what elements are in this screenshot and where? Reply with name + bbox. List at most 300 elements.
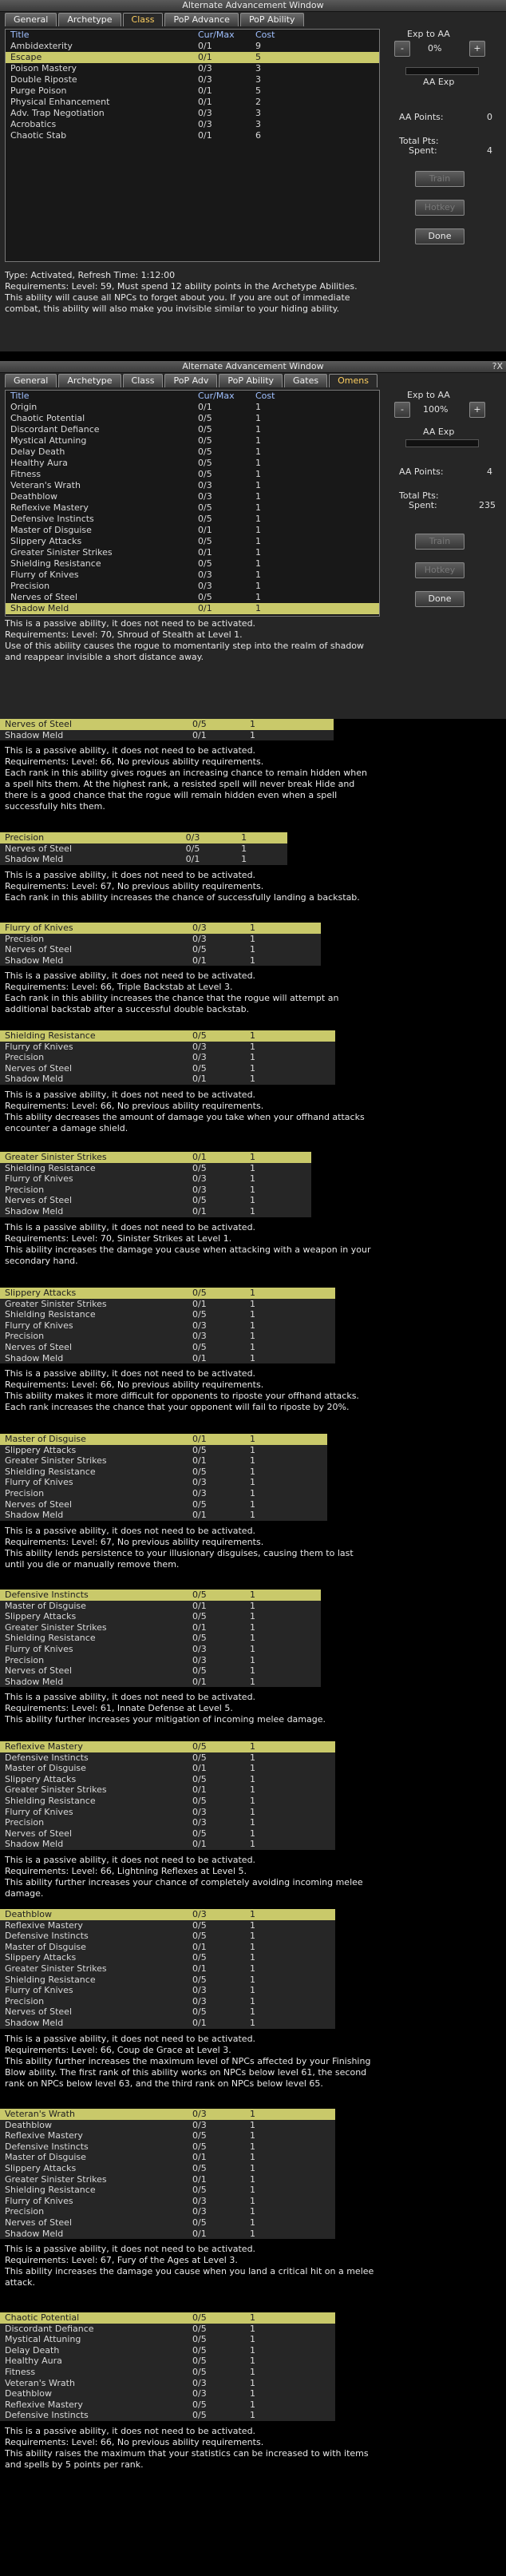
list-row[interactable]	[0, 2388, 335, 2399]
list-row[interactable]	[0, 2141, 335, 2153]
list-row[interactable]	[0, 2367, 335, 2378]
snippet-list-11[interactable]	[0, 2109, 335, 2239]
ability-title: Greater Sinister Strikes	[5, 1298, 107, 1309]
list-row[interactable]	[0, 1963, 335, 1975]
ability-cur-max: 0/3	[192, 1985, 207, 1996]
list-row[interactable]	[0, 730, 334, 741]
description-line: This ability makes it more difficult for opponents to riposte your offhand attacks.	[5, 1391, 359, 1402]
description-line: This ability further increases the maximum level of NPCs affected by your Finishing	[5, 2055, 371, 2066]
description-line: This is a passive ability, it does not need to be activated.	[5, 745, 256, 756]
list-row[interactable]	[0, 1741, 335, 1752]
ability-cost: 1	[250, 2109, 255, 2119]
tab-general[interactable]: General	[5, 13, 57, 26]
list-row[interactable]	[0, 2217, 335, 2229]
ability-title: Poison Mastery	[10, 63, 77, 73]
ability-cur-max: 0/5	[192, 1590, 207, 1600]
ability-cur-max: 0/5	[192, 2185, 207, 2196]
list-row[interactable]	[0, 1590, 321, 1601]
list-row[interactable]	[0, 832, 287, 843]
ability-cost: 1	[250, 1839, 255, 1850]
snippet-list-3[interactable]	[0, 923, 321, 966]
ability-cost: 1	[250, 1995, 255, 2006]
ability-cur-max: 0/3	[185, 832, 200, 843]
snippet-list-8[interactable]	[0, 1590, 321, 1687]
ability-cost: 1	[250, 1590, 255, 1600]
ability-title: Mystical Attuning	[5, 2334, 81, 2345]
header-cur-max[interactable]: Cur/Max	[198, 391, 235, 401]
list-row[interactable]	[0, 934, 321, 945]
ability-title: Escape	[10, 52, 42, 62]
ability-title: Shadow Meld	[5, 1676, 64, 1687]
list-row[interactable]	[6, 63, 379, 74]
list-row[interactable]	[0, 1985, 335, 1996]
ability-title: Shadow Meld	[5, 729, 64, 740]
list-row[interactable]	[0, 2206, 335, 2217]
list-row[interactable]	[0, 1434, 327, 1445]
list-row[interactable]	[0, 1353, 335, 1364]
list-row[interactable]	[0, 2399, 335, 2411]
description-line: This is a passive ability, it does not need to be activated.	[5, 1221, 256, 1232]
total-pts-label: Total Pts:	[399, 136, 439, 146]
ability-cur-max: 0/5	[192, 2366, 207, 2377]
list-row[interactable]	[0, 1185, 311, 1196]
list-row[interactable]	[0, 1655, 321, 1666]
list-row[interactable]	[6, 402, 379, 413]
ability-cur-max: 0/3	[198, 581, 212, 591]
ability-cost: 1	[250, 2130, 255, 2141]
ability-title: Chaotic Potential	[10, 413, 85, 423]
list-row[interactable]	[0, 2196, 335, 2207]
tab-pop-ability[interactable]: PoP Ability	[240, 13, 304, 26]
ability-title: Shadow Meld	[5, 2017, 64, 2028]
train-button[interactable]: Train	[415, 534, 464, 550]
ability-cur-max: 0/5	[192, 2323, 207, 2334]
ability-cur-max: 0/3	[192, 2195, 207, 2206]
list-row[interactable]	[0, 1195, 311, 1206]
ability-title: Defensive Instincts	[5, 1590, 89, 1600]
list-row[interactable]	[0, 1342, 335, 1353]
ability-cur-max: 0/3	[192, 1995, 207, 2006]
tab-pop-ability[interactable]: PoP Ability	[219, 374, 283, 387]
list-row[interactable]	[0, 1030, 335, 1042]
ability-cur-max: 0/1	[192, 729, 207, 740]
list-row[interactable]	[0, 2229, 335, 2240]
ability-title: Shadow Meld	[5, 1205, 64, 1217]
exp-increase-button[interactable]: +	[469, 402, 485, 418]
ability-cost: 1	[250, 2195, 255, 2206]
tab-archetype[interactable]: Archetype	[58, 374, 121, 387]
list-row[interactable]	[6, 502, 379, 514]
snippet-description-9	[0, 1855, 506, 1899]
list-row[interactable]	[0, 1611, 321, 1622]
snippet-list-10[interactable]	[0, 1909, 335, 2029]
ability-title: Slippery Attacks	[5, 1444, 77, 1455]
list-row[interactable]	[0, 2130, 335, 2141]
hotkey-button[interactable]: Hotkey	[415, 562, 464, 578]
list-row[interactable]	[0, 1510, 327, 1521]
snippet-description-1	[0, 745, 506, 812]
ability-cur-max: 0/3	[192, 1643, 207, 1654]
exp-decrease-button[interactable]: -	[394, 402, 410, 418]
list-row[interactable]	[6, 480, 379, 491]
ability-title: Healthy Aura	[5, 2356, 62, 2367]
ability-cur-max: 0/1	[185, 854, 200, 865]
ability-title: Delay Death	[10, 447, 65, 457]
ability-title: Precision	[5, 1817, 45, 1828]
description-line: Requirements: Level: 61, Innate Defense at Level 5.	[5, 1703, 233, 1714]
list-row[interactable]	[0, 2378, 335, 2389]
ability-cur-max: 0/5	[198, 469, 212, 479]
list-row[interactable]	[6, 74, 379, 85]
list-header	[6, 391, 379, 402]
train-button[interactable]: Train	[415, 171, 464, 187]
ability-cur-max: 0/1	[192, 2017, 207, 2028]
snippet-list-2[interactable]	[0, 832, 287, 865]
ability-cost: 1	[250, 1288, 255, 1298]
exp-increase-button[interactable]: +	[469, 41, 485, 57]
list-row[interactable]	[0, 2356, 335, 2367]
ability-title: Veteran's Wrath	[5, 2377, 75, 2388]
list-row[interactable]	[6, 41, 379, 52]
list-row[interactable]	[6, 85, 379, 97]
list-row[interactable]	[6, 525, 379, 536]
description-line: Each rank in this ability increases the chance that the rogue will attempt an	[5, 993, 339, 1004]
list-row[interactable]	[0, 1163, 311, 1174]
ability-cur-max: 0/5	[192, 1162, 207, 1173]
list-row[interactable]	[0, 944, 321, 955]
tab-pop-advance[interactable]: PoP Advance	[164, 13, 238, 26]
ability-title: Nerves of Steel	[10, 592, 78, 602]
snippet-list-7[interactable]	[0, 1434, 327, 1521]
list-row[interactable]	[6, 97, 379, 108]
ability-cost: 1	[241, 843, 247, 854]
snippet-list-12[interactable]	[0, 2312, 335, 2421]
list-row[interactable]	[0, 1807, 335, 1818]
window-1-ability-list[interactable]	[5, 29, 380, 262]
snippet-list-5[interactable]	[0, 1152, 311, 1217]
ability-cur-max: 0/5	[192, 1195, 207, 1206]
ability-cur-max: 0/1	[198, 41, 212, 51]
window-2-side-panel	[391, 390, 503, 510]
list-row[interactable]	[6, 413, 379, 424]
header-title[interactable]: Title	[10, 391, 30, 401]
list-row[interactable]	[0, 854, 287, 865]
list-row[interactable]	[6, 469, 379, 480]
list-row[interactable]	[0, 2410, 335, 2421]
ability-cur-max: 0/5	[192, 1498, 207, 1510]
aa-exp-label: AA Exp	[423, 427, 455, 437]
ability-cur-max: 0/5	[198, 536, 212, 546]
list-row[interactable]	[0, 1320, 335, 1332]
list-row[interactable]	[0, 1763, 335, 1774]
snippet-description-2	[0, 870, 506, 903]
list-row[interactable]	[0, 1952, 335, 1963]
ability-title: Nerves of Steel	[5, 1341, 73, 1352]
ability-cur-max: 0/5	[192, 2399, 207, 2410]
ability-title: Greater Sinister Strikes	[5, 2173, 107, 2185]
list-row[interactable]	[0, 1152, 311, 1163]
ability-title: Delay Death	[5, 2344, 60, 2356]
list-row[interactable]	[6, 536, 379, 547]
description-line: a spell hits them. At the highest rank, a resisted spell will never break Hide and	[5, 779, 355, 790]
list-row[interactable]	[0, 1931, 335, 1942]
tab-general[interactable]: General	[5, 374, 57, 387]
ability-cost: 1	[255, 514, 261, 524]
description-line: This ability further increases your chance of completely avoiding incoming melee	[5, 1877, 363, 1887]
ability-cost: 1	[250, 2356, 255, 2367]
ability-cost: 1	[250, 2344, 255, 2356]
ability-cur-max: 0/1	[192, 1839, 207, 1850]
description-line: Requirements: Level: 66, Lightning Reflexes at Level 5.	[5, 1866, 247, 1876]
ability-cost: 1	[250, 1784, 255, 1796]
ability-title: Deathblow	[5, 1909, 53, 1919]
list-header	[6, 30, 379, 41]
list-row[interactable]	[0, 923, 321, 934]
ability-title: Greater Sinister Strikes	[5, 1152, 107, 1162]
list-row[interactable]	[0, 1499, 327, 1510]
list-row[interactable]	[0, 1752, 335, 1764]
description-line: and spells by 5 points per rank.	[5, 2459, 144, 2470]
window-2-ability-list[interactable]	[5, 390, 380, 617]
description-line: This is a passive ability, it does not need to be activated.	[5, 2426, 256, 2436]
description-line: Each rank increases the chance that your opponent will fail to riposte by 20%.	[5, 1402, 350, 1413]
ability-cur-max: 0/3	[198, 119, 212, 129]
ability-cost: 1	[241, 832, 247, 843]
list-row[interactable]	[6, 592, 379, 603]
list-row[interactable]	[0, 1309, 335, 1320]
snippet-description-6	[0, 1368, 506, 1413]
exp-decrease-button[interactable]: -	[394, 41, 410, 57]
header-title[interactable]: Title	[10, 30, 30, 40]
ability-cost: 1	[250, 1600, 255, 1611]
list-row[interactable]	[0, 2018, 335, 2029]
list-row[interactable]	[0, 1633, 321, 1644]
list-row[interactable]	[6, 435, 379, 447]
ability-cur-max: 0/3	[192, 2109, 207, 2119]
ability-title: Master of Disguise	[5, 2152, 86, 2163]
ability-cur-max: 0/1	[198, 97, 212, 107]
ability-cur-max: 0/1	[192, 1352, 207, 1363]
description-line: This is a passive ability, it does not need to be activated.	[5, 1525, 256, 1536]
hotkey-button[interactable]: Hotkey	[415, 200, 464, 216]
ability-title: Flurry of Knives	[5, 1477, 73, 1488]
list-row[interactable]	[0, 2324, 335, 2335]
ability-cur-max: 0/3	[192, 1041, 207, 1052]
tab-archetype[interactable]: Archetype	[58, 13, 121, 26]
list-row[interactable]	[0, 1042, 335, 1053]
snippet-list-6[interactable]	[0, 1288, 335, 1363]
ability-cur-max: 0/5	[192, 2162, 207, 2173]
list-row[interactable]	[0, 1173, 311, 1185]
list-row[interactable]	[0, 955, 321, 966]
ability-cost: 1	[255, 435, 261, 446]
window-2-tabs	[5, 374, 378, 388]
list-row[interactable]	[0, 2152, 335, 2163]
list-row[interactable]	[6, 547, 379, 558]
ability-cur-max: 0/5	[192, 1466, 207, 1477]
list-row[interactable]	[0, 1477, 327, 1488]
close-icon[interactable]: ?X	[492, 361, 503, 371]
ability-cur-max: 0/5	[192, 2344, 207, 2356]
list-row[interactable]	[0, 1644, 321, 1655]
list-row[interactable]	[0, 2120, 335, 2131]
list-row[interactable]	[0, 1774, 335, 1785]
ability-cur-max: 0/3	[192, 1184, 207, 1195]
list-row[interactable]	[0, 1331, 335, 1342]
list-row[interactable]	[0, 1784, 335, 1796]
list-row[interactable]	[0, 1942, 335, 1953]
list-row[interactable]	[6, 491, 379, 502]
ability-title: Shielding Resistance	[5, 1795, 96, 1806]
list-row[interactable]	[6, 603, 379, 614]
list-row[interactable]	[6, 119, 379, 130]
header-cur-max[interactable]: Cur/Max	[198, 30, 235, 40]
tab-class[interactable]: Class	[123, 374, 164, 387]
list-row[interactable]	[6, 424, 379, 435]
ability-cost: 1	[250, 1162, 255, 1173]
window-2-title: Alternate Advancement Window	[182, 361, 324, 371]
ability-title: Shadow Meld	[10, 603, 69, 613]
list-row[interactable]	[0, 2163, 335, 2174]
ability-cost: 1	[250, 1919, 255, 1931]
ability-title: Reflexive Mastery	[5, 1741, 83, 1752]
ability-cost: 3	[255, 108, 261, 118]
ability-cur-max: 0/1	[198, 130, 212, 141]
list-row[interactable]	[6, 570, 379, 581]
list-row[interactable]	[0, 1975, 335, 1986]
list-row[interactable]	[0, 2345, 335, 2356]
ability-title: Reflexive Mastery	[10, 502, 89, 513]
list-row[interactable]	[6, 581, 379, 592]
list-row[interactable]	[6, 458, 379, 469]
tab-gates[interactable]: Gates	[284, 374, 327, 387]
ability-cost: 5	[255, 85, 261, 96]
list-row[interactable]	[0, 1920, 335, 1931]
list-row[interactable]	[0, 1677, 321, 1688]
list-row[interactable]	[0, 1839, 335, 1850]
list-row[interactable]	[0, 719, 334, 730]
list-row[interactable]	[0, 2174, 335, 2185]
snippet-list-1[interactable]	[0, 719, 334, 740]
list-row[interactable]	[0, 1796, 335, 1807]
ability-cost: 1	[255, 592, 261, 602]
ability-title: Shadow Meld	[5, 1839, 64, 1850]
exp-to-aa-label: Exp to AA	[407, 390, 450, 400]
list-row[interactable]	[0, 1063, 335, 1074]
ability-cost: 6	[255, 130, 261, 141]
ability-cost: 1	[255, 447, 261, 457]
list-row[interactable]	[0, 2312, 335, 2324]
ability-title: Master of Disguise	[5, 1763, 86, 1774]
tab-pop-adv[interactable]: PoP Adv	[164, 374, 217, 387]
done-button[interactable]: Done	[415, 591, 464, 607]
ability-title: Discordant Defiance	[10, 424, 100, 435]
description-line: damage.	[5, 1888, 44, 1899]
ability-cost: 1	[250, 2334, 255, 2345]
ability-cost: 1	[250, 1487, 255, 1498]
snippet-list-4[interactable]	[0, 1030, 335, 1085]
list-row[interactable]	[6, 514, 379, 525]
ability-cost: 1	[255, 458, 261, 468]
list-row[interactable]	[0, 1288, 335, 1299]
ability-title: Shielding Resistance	[5, 1309, 96, 1320]
list-row[interactable]	[0, 843, 287, 855]
ability-cost: 1	[250, 1434, 255, 1444]
ability-cur-max: 0/3	[192, 2206, 207, 2217]
list-row[interactable]	[6, 447, 379, 458]
list-row[interactable]	[0, 1601, 321, 1612]
description-line: Requirements: Level: 70, Shroud of Stealth at Level 1.	[5, 629, 243, 640]
list-row[interactable]	[0, 1074, 335, 1085]
ability-title: Precision	[5, 1184, 45, 1195]
ability-cost: 1	[250, 1931, 255, 1942]
aa-points-value: 4	[487, 466, 492, 477]
list-row[interactable]	[0, 2006, 335, 2018]
ability-title: Precision	[5, 1995, 45, 2006]
description-line: This is a passive ability, it does not need to be activated.	[5, 1692, 256, 1703]
snippet-description-4	[0, 1090, 506, 1134]
list-row[interactable]	[0, 1665, 321, 1677]
list-row[interactable]	[0, 2334, 335, 2345]
ability-title: Precision	[10, 581, 50, 591]
ability-cur-max: 0/3	[198, 108, 212, 118]
tab-omens[interactable]: Omens	[329, 374, 378, 387]
ability-cost: 1	[250, 1477, 255, 1488]
list-row[interactable]	[6, 52, 379, 63]
list-row[interactable]	[0, 2109, 335, 2120]
list-row[interactable]	[0, 1817, 335, 1828]
list-row[interactable]	[0, 1909, 335, 1920]
ability-title: Shielding Resistance	[5, 2185, 96, 2196]
ability-title: Defensive Instincts	[5, 1931, 89, 1942]
list-row[interactable]	[0, 1996, 335, 2007]
description-line: and reappear invisible a short distance away.	[5, 652, 204, 662]
window-2-description	[5, 618, 484, 663]
ability-title: Shadow Meld	[5, 1510, 64, 1521]
ability-title: Greater Sinister Strikes	[5, 1784, 107, 1796]
list-row[interactable]	[0, 1299, 335, 1310]
list-row[interactable]	[0, 1622, 321, 1633]
list-row[interactable]	[6, 108, 379, 119]
window-2-titlebar[interactable]	[0, 361, 506, 373]
description-line: This ability lends persistence to your illusionary disguises, causing them to last	[5, 1547, 354, 1558]
list-row[interactable]	[0, 1206, 311, 1217]
list-row[interactable]	[0, 1455, 327, 1467]
ability-cost: 1	[250, 923, 255, 933]
snippet-list-9[interactable]	[0, 1741, 335, 1850]
list-row[interactable]	[6, 558, 379, 570]
list-row[interactable]	[0, 1488, 327, 1499]
tab-class[interactable]: Class	[123, 13, 164, 26]
list-row[interactable]	[0, 1052, 335, 1063]
list-row[interactable]	[6, 130, 379, 141]
done-button[interactable]: Done	[415, 228, 464, 244]
description-line: Requirements: Level: 70, Sinister Strikes at Level 1.	[5, 1232, 232, 1244]
list-row[interactable]	[0, 1445, 327, 1456]
list-row[interactable]	[0, 2185, 335, 2196]
header-cost[interactable]: Cost	[255, 391, 275, 401]
list-row[interactable]	[0, 1828, 335, 1840]
description-line: This ability increases the damage you cause when you land a critical hit on a melee	[5, 2266, 374, 2277]
header-cost[interactable]: Cost	[255, 30, 275, 40]
ability-title: Deathblow	[5, 2388, 53, 2399]
ability-title: Nerves of Steel	[5, 843, 73, 854]
window-1-titlebar[interactable]	[0, 0, 506, 12]
ability-title: Slippery Attacks	[5, 2162, 77, 2173]
ability-cur-max: 0/5	[192, 2356, 207, 2367]
list-row[interactable]	[0, 1467, 327, 1478]
ability-cur-max: 0/5	[192, 1030, 207, 1041]
